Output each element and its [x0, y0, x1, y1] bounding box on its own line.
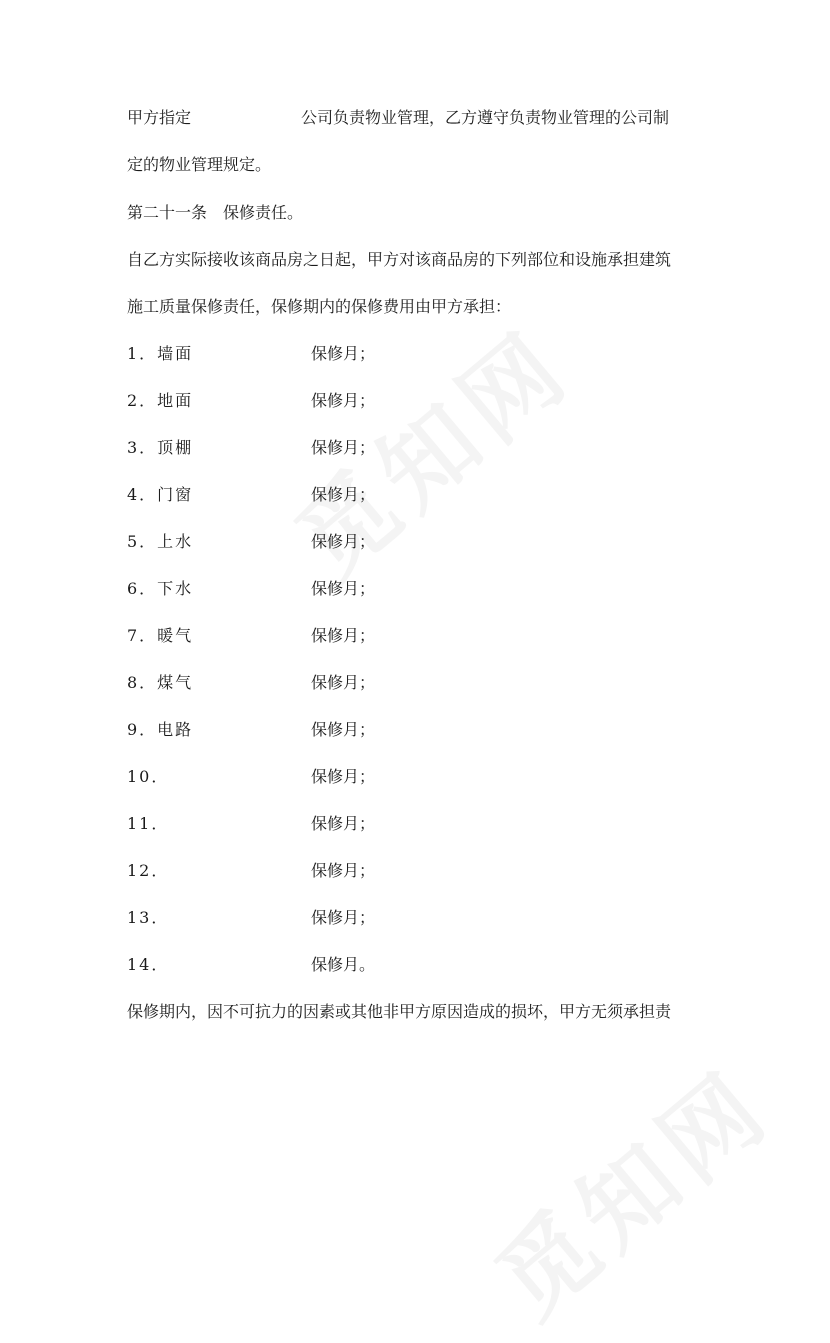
item-label: 1．墙面	[127, 344, 194, 363]
item-label: 7．暖气	[127, 626, 194, 645]
item-value: 保修月；	[311, 485, 376, 504]
item-label: 3．顶棚	[127, 438, 194, 457]
item-value: 保修月；	[311, 673, 376, 692]
item-value: 保修月；	[311, 532, 376, 551]
item-value: 保修月；	[311, 391, 376, 410]
item-label: 4．门窗	[127, 485, 194, 504]
text-segment: 甲方指定	[127, 108, 192, 127]
item-label: 9．电路	[127, 720, 194, 739]
item-label: 2．地面	[127, 391, 194, 410]
paragraph-line: 施工质量保修责任，保修期内的保修费用由甲方承担：	[127, 297, 512, 316]
item-label: 6．下水	[127, 579, 194, 598]
item-value: 保修月；	[311, 814, 376, 833]
paragraph-line	[127, 108, 669, 128]
item-label: 10．	[127, 767, 170, 786]
item-label: 12．	[127, 861, 170, 880]
item-value: 保修月；	[311, 720, 376, 739]
item-value: 保修月；	[311, 767, 376, 786]
article-heading: 第二十一条 保修责任。	[127, 203, 304, 222]
item-label: 11．	[127, 814, 170, 833]
item-value: 保修月；	[311, 626, 376, 645]
item-label: 5．上水	[127, 532, 194, 551]
item-label: 14．	[127, 955, 170, 974]
paragraph-line: 保修期内，因不可抗力的因素或其他非甲方原因造成的损坏，甲方无须承担责	[127, 1002, 672, 1021]
item-value: 保修月；	[311, 861, 376, 880]
item-value: 保修月；	[311, 908, 376, 927]
item-label: 13．	[127, 908, 170, 927]
paragraph-line: 定的物业管理规定。	[127, 155, 272, 174]
item-value: 保修月。	[311, 955, 376, 974]
item-value: 保修月；	[311, 579, 376, 598]
item-value: 保修月；	[311, 438, 376, 457]
item-value: 保修月；	[311, 344, 376, 363]
item-label: 8．煤气	[127, 673, 194, 692]
text-segment: 公司负责物业管理，乙方遵守负责物业管理的公司制	[301, 108, 670, 127]
paragraph-line: 自乙方实际接收该商品房之日起，甲方对该商品房的下列部位和设施承担建筑	[127, 250, 672, 269]
watermark-bottom	[463, 1034, 795, 1343]
